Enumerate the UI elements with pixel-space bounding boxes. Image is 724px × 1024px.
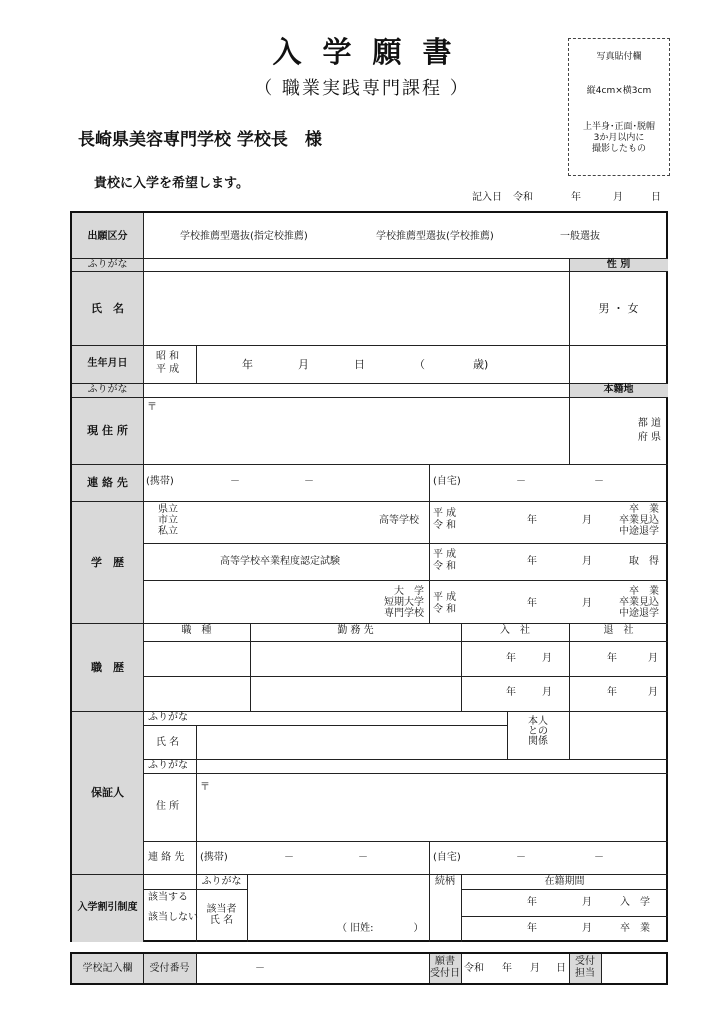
birth-age[interactable]: 歳)	[473, 358, 489, 371]
edu-era-reiwa[interactable]: 令 和	[433, 561, 457, 572]
career-join-month[interactable]: 月	[542, 687, 552, 698]
app-date-day[interactable]: 日	[556, 963, 566, 974]
edu-university[interactable]: 大 学	[394, 586, 424, 597]
edu-year[interactable]: 年	[527, 515, 537, 526]
staff-label-1: 受付	[575, 956, 595, 967]
phone-dash: －	[516, 476, 526, 487]
discount-enroll-month[interactable]: 月	[582, 897, 592, 908]
guardian-home-label: (自宅)	[433, 852, 461, 863]
edu-era-reiwa[interactable]: 令 和	[433, 604, 457, 615]
phone-mobile-label: (携帯)	[146, 476, 174, 487]
birth-year[interactable]: 年	[242, 358, 253, 371]
edu-era-heisei[interactable]: 平 成	[433, 508, 457, 519]
page-title: 入学願書	[272, 35, 473, 69]
edu-grad-expected[interactable]: 卒業見込	[619, 515, 659, 526]
photo-note-3: 撮影したもの	[591, 144, 646, 154]
label-honseki: 本籍地	[603, 384, 634, 395]
discount-person-2: 氏 名	[209, 915, 234, 926]
birth-month[interactable]: 月	[298, 358, 309, 371]
birth-era-heisei[interactable]: 平 成	[156, 364, 180, 375]
career-join-header: 入 社	[500, 625, 530, 636]
discount-grad-year[interactable]: 年	[527, 923, 537, 934]
edu-graduated[interactable]: 卒 業	[629, 504, 659, 515]
intro-text: 貴校に入学を希望します。	[94, 176, 249, 191]
discount-relationship: 続柄	[435, 876, 455, 887]
phone-dash: －	[594, 476, 604, 487]
discount-furigana-label: ふりがな	[201, 876, 242, 887]
photo-box[interactable]	[568, 38, 670, 176]
discount-enroll: 入 学	[620, 897, 650, 908]
photo-title: 写真貼付欄	[596, 52, 642, 62]
edu-private[interactable]: 私立	[158, 526, 178, 537]
date-year[interactable]: 年	[571, 192, 581, 203]
edu-year[interactable]: 年	[527, 556, 537, 567]
guardian-furigana-label: ふりがな	[148, 712, 188, 723]
category-option-designated[interactable]: 学校推薦型選抜(指定校推薦)	[180, 231, 308, 242]
category-option-school[interactable]: 学校推薦型選抜(学校推薦)	[376, 231, 494, 242]
date-era: 令和	[513, 192, 533, 203]
birth-era-showa[interactable]: 昭 和	[156, 351, 180, 362]
guardian-phone-dash: －	[358, 852, 368, 863]
discount-period: 在籍期間	[544, 876, 585, 887]
date-month[interactable]: 月	[613, 192, 623, 203]
edu-era-heisei[interactable]: 平 成	[433, 592, 457, 603]
label-career: 職 歴	[91, 661, 124, 674]
label-guarantor: 保証人	[91, 786, 124, 799]
birth-open-paren: （	[414, 358, 425, 371]
edu-grad-expected[interactable]: 卒業見込	[619, 597, 659, 608]
label-furigana-2: ふりがな	[87, 384, 128, 395]
date-day[interactable]: 日	[651, 192, 661, 203]
prefecture-1: 都 道	[637, 418, 661, 429]
app-date-era: 令和	[464, 963, 484, 974]
phone-dash: －	[230, 476, 240, 487]
label-category: 出願区分	[87, 231, 128, 242]
career-join-month[interactable]: 月	[542, 653, 552, 664]
career-leave-month[interactable]: 月	[648, 653, 658, 664]
app-date-year[interactable]: 年	[502, 963, 512, 974]
edu-graduated[interactable]: 卒 業	[629, 586, 659, 597]
photo-size: 縦4cm×横3cm	[586, 86, 652, 96]
edu-era-heisei[interactable]: 平 成	[433, 549, 457, 560]
guardian-phone-dash: －	[516, 852, 526, 863]
edu-dropout[interactable]: 中途退学	[619, 608, 659, 619]
edu-era-reiwa[interactable]: 令 和	[433, 520, 457, 531]
category-option-general[interactable]: 一般選抜	[560, 231, 600, 242]
edu-highschool: 高等学校	[379, 515, 419, 526]
phone-dash: －	[304, 476, 314, 487]
discount-graduate: 卒 業	[620, 923, 650, 934]
career-leave-header: 退 社	[603, 625, 634, 636]
edu-junior-college[interactable]: 短期大学	[384, 597, 424, 608]
guardian-postal-mark: 〒	[200, 782, 210, 793]
edu-equivalency-exam: 高等学校卒業程度認定試験	[220, 556, 340, 567]
career-join-year[interactable]: 年	[506, 687, 516, 698]
guardian-relation-2: との	[528, 726, 548, 737]
career-type-header: 職 種	[181, 625, 212, 636]
postal-mark: 〒	[147, 402, 157, 413]
discount-not-applies[interactable]: 該当しない	[148, 912, 198, 923]
label-gender: 性 別	[606, 259, 631, 270]
school-use-label: 学校記入欄	[82, 963, 133, 974]
guardian-phone-dash: －	[284, 852, 294, 863]
discount-enroll-year[interactable]: 年	[527, 897, 537, 908]
app-date-month[interactable]: 月	[530, 963, 540, 974]
label-contact: 連 絡 先	[87, 476, 128, 489]
discount-old-name[interactable]: （ 旧姓: ）	[337, 923, 424, 934]
edu-dropout[interactable]: 中途退学	[619, 526, 659, 537]
edu-month[interactable]: 月	[582, 598, 592, 609]
app-date-label-1: 願書	[435, 956, 455, 967]
guardian-relation-3: 関係	[528, 736, 548, 747]
receipt-number-dash: －	[255, 963, 265, 974]
guardian-mobile-label: (携帯)	[200, 852, 228, 863]
label-name: 氏 名	[91, 302, 124, 315]
career-leave-year[interactable]: 年	[607, 653, 617, 664]
guardian-contact-label: 連 絡 先	[148, 852, 185, 863]
page-subtitle: （ 職業実践専門課程 ）	[254, 78, 470, 99]
discount-grad-month[interactable]: 月	[582, 923, 592, 934]
career-join-year[interactable]: 年	[506, 653, 516, 664]
edu-acquired[interactable]: 取 得	[629, 556, 659, 567]
guardian-address-label: 住 所	[156, 801, 180, 812]
guardian-name-label: 氏 名	[156, 737, 180, 748]
edu-vocational[interactable]: 専門学校	[384, 608, 424, 619]
discount-person-1: 該当者	[206, 904, 237, 915]
recipient: 長崎県美容専門学校 学校長 様	[78, 130, 322, 150]
guardian-phone-dash: －	[594, 852, 604, 863]
app-date-label-2: 受付日	[430, 968, 460, 979]
edu-prefectural[interactable]: 県立	[158, 504, 178, 515]
photo-note-1: 上半身･正面･脱帽	[582, 122, 655, 132]
staff-label-2: 担当	[575, 968, 595, 979]
gender-value[interactable]: 男 ・ 女	[598, 302, 639, 315]
guardian-relation-1: 本人	[528, 716, 548, 727]
prefecture-2: 府 県	[637, 432, 661, 443]
label-address: 現 住 所	[87, 424, 128, 437]
label-education: 学 歴	[91, 556, 124, 569]
label-furigana: ふりがな	[87, 259, 128, 270]
edu-month[interactable]: 月	[582, 515, 592, 526]
phone-home-label: (自宅)	[433, 476, 461, 487]
guardian-furigana-label-2: ふりがな	[148, 760, 188, 771]
edu-month[interactable]: 月	[582, 556, 592, 567]
career-leave-year[interactable]: 年	[607, 687, 617, 698]
label-birth: 生年月日	[87, 358, 128, 369]
label-discount: 入学割引制度	[77, 902, 138, 913]
school-use-box	[70, 952, 668, 985]
birth-day[interactable]: 日	[354, 358, 365, 371]
edu-year[interactable]: 年	[527, 598, 537, 609]
career-leave-month[interactable]: 月	[648, 687, 658, 698]
receipt-number-label: 受付番号	[149, 963, 190, 974]
career-workplace-header: 勤 務 先	[337, 625, 374, 636]
photo-note-2: 3か月以内に	[593, 133, 645, 143]
application-form	[70, 211, 668, 942]
discount-applies[interactable]: 該当する	[148, 892, 188, 903]
edu-municipal[interactable]: 市立	[158, 515, 178, 526]
date-label: 記入日	[472, 192, 502, 203]
